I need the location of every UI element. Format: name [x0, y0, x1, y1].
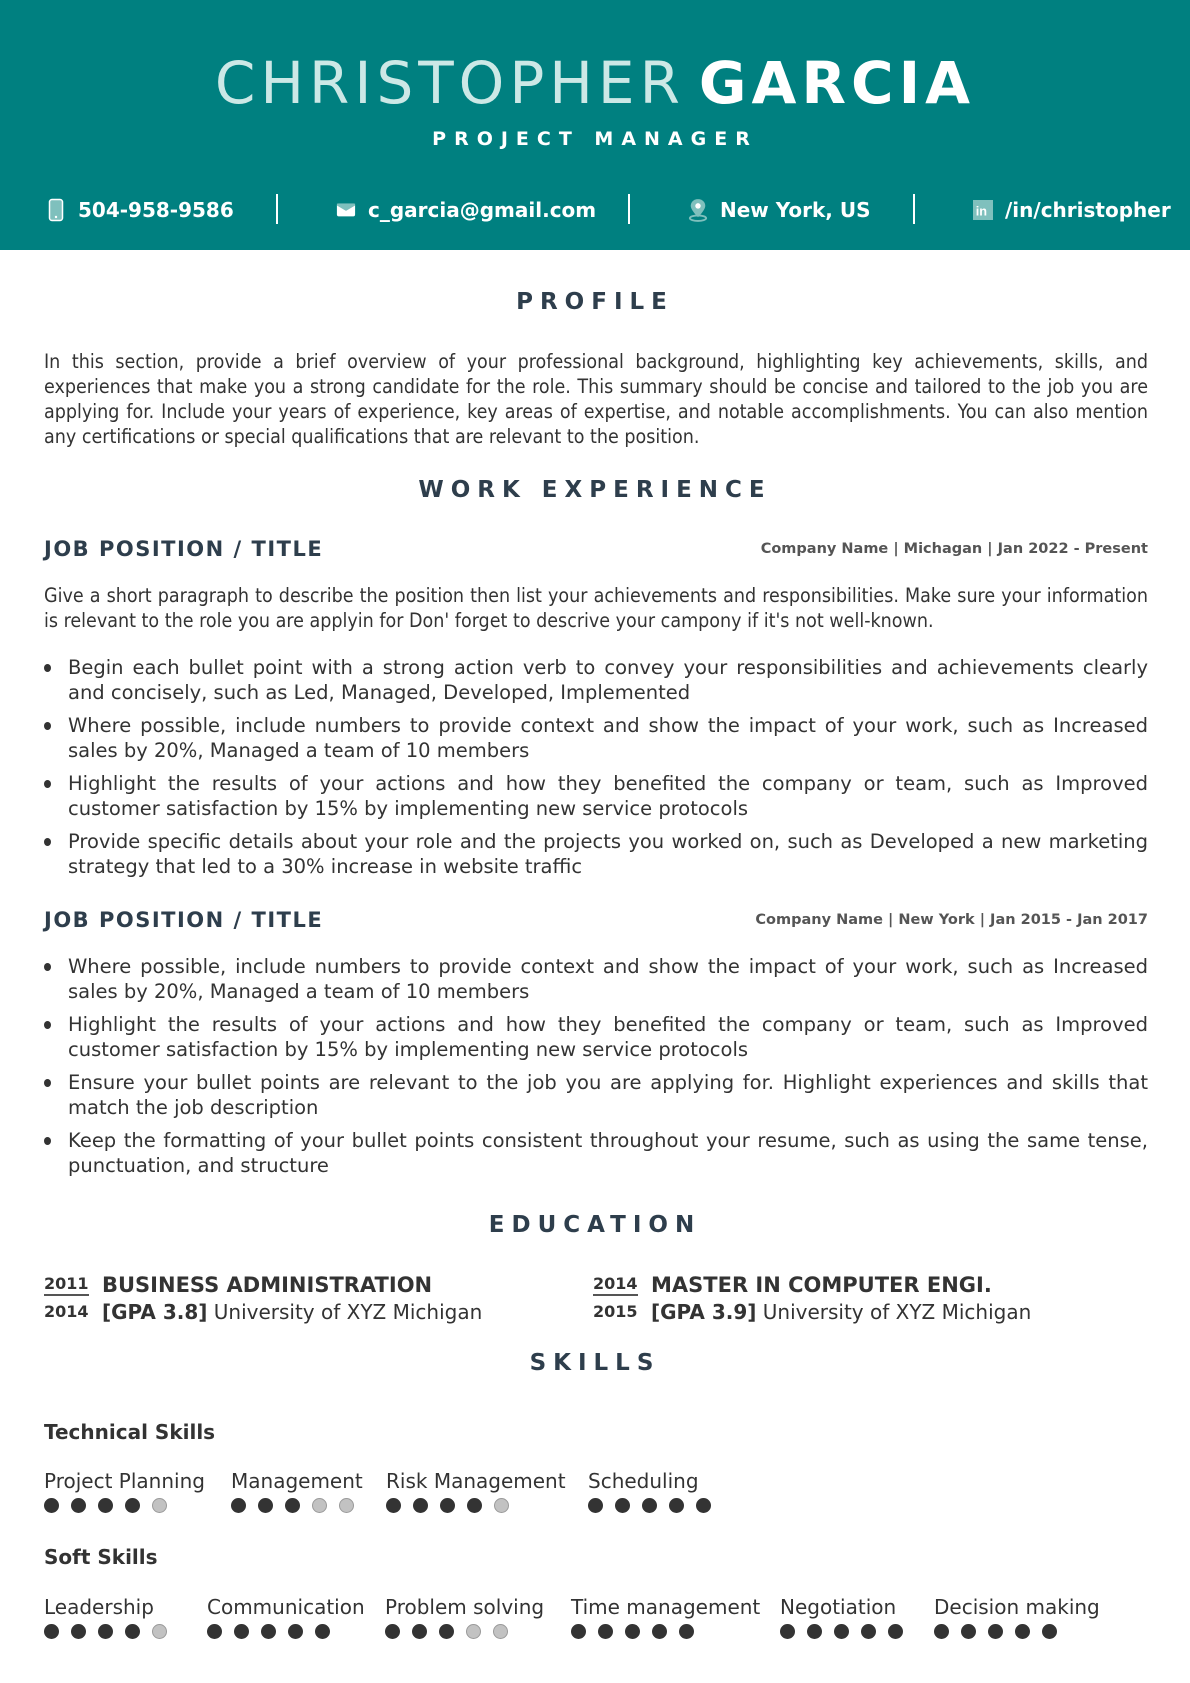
skill-rating [780, 1624, 903, 1639]
rating-dot-filled-icon [988, 1624, 1003, 1639]
phone-icon [46, 198, 66, 222]
skill-rating [386, 1498, 566, 1513]
skill-rating [231, 1498, 363, 1513]
rating-dot-filled-icon [258, 1498, 273, 1513]
email-address: c_garcia@gmail.com [368, 198, 597, 222]
rating-dot-filled-icon [98, 1498, 113, 1513]
skill-group-title-technical: Technical Skills [44, 1420, 216, 1444]
list-item [44, 771, 1148, 821]
job-1-description: Give a short paragraph to describe the position then list your achievements and responsibilities. Make sure your information is relevant to the role you are applyin for Don' forget to descrive your campony if it's not well-known. [44, 584, 1148, 632]
contact-location[interactable] [688, 192, 871, 228]
skill-name: Management [231, 1469, 363, 1493]
bullet-icon [44, 1137, 51, 1145]
list-item [44, 1012, 1148, 1062]
rating-dot-filled-icon [961, 1624, 976, 1639]
list-item [44, 655, 1148, 705]
bullet-text: Where possible, include numbers to provide context and show the impact of your work, such as Increased sales by 20%, Managed a team of 10 members [68, 955, 1148, 1003]
list-item [44, 1070, 1148, 1120]
rating-dot-filled-icon [412, 1624, 427, 1639]
education-end-year: 2014 [44, 1302, 89, 1321]
bullet-icon [44, 963, 51, 971]
section-heading-profile: PROFILE [516, 289, 674, 315]
rating-dot-filled-icon [385, 1624, 400, 1639]
skill-item [588, 1468, 711, 1513]
rating-dot-filled-icon [439, 1624, 454, 1639]
skill-item [44, 1594, 167, 1639]
education-gpa: [GPA 3.9] [651, 1300, 757, 1324]
first-name: CHRISTOPHER [214, 49, 685, 117]
rating-dot-filled-icon [696, 1498, 711, 1513]
rating-dot-filled-icon [125, 1624, 140, 1639]
candidate-name [0, 48, 1190, 118]
profile-summary: In this section, provide a brief overview of your professional background, highlighting key achievements, skills, and experiences that make you a strong candidate for the role. This summary should be concise and tailored to the job you are applying for. Include your years of experience, key areas of expertise, and notable accomplishments. You can also mention any certifications or special qualifications that are relevant to the position. [44, 350, 1148, 448]
rating-dot-filled-icon [807, 1624, 822, 1639]
education-end-year: 2015 [593, 1302, 638, 1321]
phone-number: 504-958-9586 [78, 198, 234, 222]
rating-dot-empty-icon [339, 1498, 354, 1513]
job-2-meta: Company Name | New York | Jan 2015 - Jan 2017 [755, 912, 1148, 928]
rating-dot-filled-icon [669, 1498, 684, 1513]
rating-dot-filled-icon [261, 1624, 276, 1639]
list-item [44, 713, 1148, 763]
bullet-text: Provide specific details about your role and the projects you worked on, such as Developed a new marketing strategy that led to a 30% increase in website traffic [68, 830, 1148, 878]
education-start-year: 2011 [44, 1274, 89, 1296]
rating-dot-filled-icon [125, 1498, 140, 1513]
skill-name: Project Planning [44, 1469, 205, 1493]
skill-name: Communication [207, 1595, 365, 1619]
rating-dot-filled-icon [288, 1624, 303, 1639]
bullet-text: Keep the formatting of your bullet points consistent throughout your resume, such as using the same tense, punctuation, and structure [68, 1129, 1148, 1177]
skill-item [571, 1594, 760, 1639]
linkedin-handle: /in/christopher [1005, 198, 1171, 222]
rating-dot-filled-icon [588, 1498, 603, 1513]
bullet-icon [44, 780, 51, 788]
skill-group-title-soft: Soft Skills [44, 1545, 158, 1569]
last-name: GARCIA [698, 49, 976, 117]
rating-dot-filled-icon [440, 1498, 455, 1513]
skill-item [44, 1468, 205, 1513]
skill-item [386, 1468, 566, 1513]
skill-item [780, 1594, 903, 1639]
skill-item [385, 1594, 544, 1639]
resume-header [0, 0, 1190, 250]
rating-dot-filled-icon [642, 1498, 657, 1513]
location-pin-icon [688, 198, 708, 222]
contact-divider [276, 194, 278, 224]
skill-name: Leadership [44, 1595, 154, 1619]
linkedin-icon [973, 198, 993, 222]
education-school-name: University of XYZ Michigan [213, 1300, 483, 1324]
rating-dot-filled-icon [44, 1624, 59, 1639]
skill-rating [44, 1498, 205, 1513]
skill-name: Negotiation [780, 1595, 897, 1619]
contact-phone[interactable] [46, 192, 234, 228]
bullet-text: Begin each bullet point with a strong action verb to convey your responsibilities and achievements clearly and concisely, such as Led, Managed, Developed, Implemented [68, 656, 1148, 704]
job-2-bullets [44, 954, 1148, 1186]
job-1-bullets [44, 655, 1148, 887]
rating-dot-filled-icon [315, 1624, 330, 1639]
list-item [44, 829, 1148, 879]
rating-dot-filled-icon [71, 1624, 86, 1639]
contact-linkedin[interactable] [973, 192, 1171, 228]
job-1-title: JOB POSITION / TITLE [44, 537, 324, 561]
list-item [44, 1128, 1148, 1178]
education-school [102, 1299, 482, 1325]
contact-email[interactable] [336, 192, 596, 228]
rating-dot-filled-icon [652, 1624, 667, 1639]
education-degree: BUSINESS ADMINISTRATION [102, 1273, 433, 1297]
skill-name: Risk Management [386, 1469, 566, 1493]
skill-name: Decision making [934, 1595, 1100, 1619]
location-text: New York, US [720, 198, 871, 222]
skill-name: Time management [571, 1595, 761, 1619]
bullet-icon [44, 1021, 51, 1029]
contact-bar [0, 192, 1190, 228]
education-entry [593, 1272, 1153, 1328]
rating-dot-empty-icon [152, 1624, 167, 1639]
rating-dot-filled-icon [467, 1498, 482, 1513]
skill-item [207, 1594, 365, 1639]
list-item [44, 954, 1148, 1004]
rating-dot-filled-icon [285, 1498, 300, 1513]
rating-dot-filled-icon [625, 1624, 640, 1639]
rating-dot-filled-icon [679, 1624, 694, 1639]
rating-dot-empty-icon [493, 1624, 508, 1639]
skill-rating [44, 1624, 167, 1639]
education-degree: MASTER IN COMPUTER ENGI. [651, 1273, 992, 1297]
rating-dot-filled-icon [861, 1624, 876, 1639]
rating-dot-filled-icon [888, 1624, 903, 1639]
rating-dot-filled-icon [44, 1498, 59, 1513]
skill-rating [207, 1624, 365, 1639]
rating-dot-filled-icon [98, 1624, 113, 1639]
job-2-title: JOB POSITION / TITLE [44, 908, 324, 932]
bullet-text: Where possible, include numbers to provide context and show the impact of your work, such as Increased sales by 20%, Managed a team of 10 members [68, 714, 1148, 762]
rating-dot-filled-icon [413, 1498, 428, 1513]
rating-dot-empty-icon [312, 1498, 327, 1513]
rating-dot-filled-icon [615, 1498, 630, 1513]
skill-name: Problem solving [385, 1595, 545, 1619]
skill-rating [385, 1624, 544, 1639]
education-entry [44, 1272, 604, 1328]
section-heading-education: EDUCATION [488, 1212, 702, 1238]
job-1-meta: Company Name | Michagan | Jan 2022 - Present [760, 541, 1148, 557]
rating-dot-empty-icon [466, 1624, 481, 1639]
rating-dot-filled-icon [571, 1624, 586, 1639]
rating-dot-empty-icon [494, 1498, 509, 1513]
rating-dot-filled-icon [234, 1624, 249, 1639]
bullet-text: Highlight the results of your actions and how they benefited the company or team, such as Improved customer satisfaction by 15% by implementing new service protocols [68, 772, 1148, 820]
rating-dot-filled-icon [598, 1624, 613, 1639]
section-heading-work-experience: WORK EXPERIENCE [418, 477, 772, 503]
bullet-icon [44, 664, 51, 672]
skill-item [231, 1468, 363, 1513]
bullet-icon [44, 1079, 51, 1087]
education-school-name: University of XYZ Michigan [762, 1300, 1032, 1324]
bullet-text: Ensure your bullet points are relevant to the job you are applying for. Highlight experiences and skills that match the job description [68, 1071, 1148, 1119]
rating-dot-filled-icon [1042, 1624, 1057, 1639]
skill-name: Scheduling [588, 1469, 699, 1493]
section-heading-skills: SKILLS [529, 1350, 661, 1376]
job-title-headline: PROJECT MANAGER [432, 128, 758, 150]
rating-dot-empty-icon [152, 1498, 167, 1513]
svg-text:in: in [975, 203, 988, 219]
email-icon [336, 198, 356, 222]
rating-dot-filled-icon [207, 1624, 222, 1639]
education-school [651, 1299, 1031, 1325]
bullet-icon [44, 722, 51, 730]
contact-divider [628, 194, 630, 224]
rating-dot-filled-icon [231, 1498, 246, 1513]
contact-divider [913, 194, 915, 224]
skill-rating [588, 1498, 711, 1513]
rating-dot-filled-icon [934, 1624, 949, 1639]
rating-dot-filled-icon [71, 1498, 86, 1513]
rating-dot-filled-icon [1015, 1624, 1030, 1639]
bullet-icon [44, 838, 51, 846]
skill-rating [571, 1624, 760, 1639]
education-start-year: 2014 [593, 1274, 638, 1296]
rating-dot-filled-icon [780, 1624, 795, 1639]
skill-rating [934, 1624, 1100, 1639]
bullet-text: Highlight the results of your actions and how they benefited the company or team, such as Improved customer satisfaction by 15% by implementing new service protocols [68, 1013, 1148, 1061]
rating-dot-filled-icon [386, 1498, 401, 1513]
skill-item [934, 1594, 1100, 1639]
education-gpa: [GPA 3.8] [102, 1300, 208, 1324]
rating-dot-filled-icon [834, 1624, 849, 1639]
